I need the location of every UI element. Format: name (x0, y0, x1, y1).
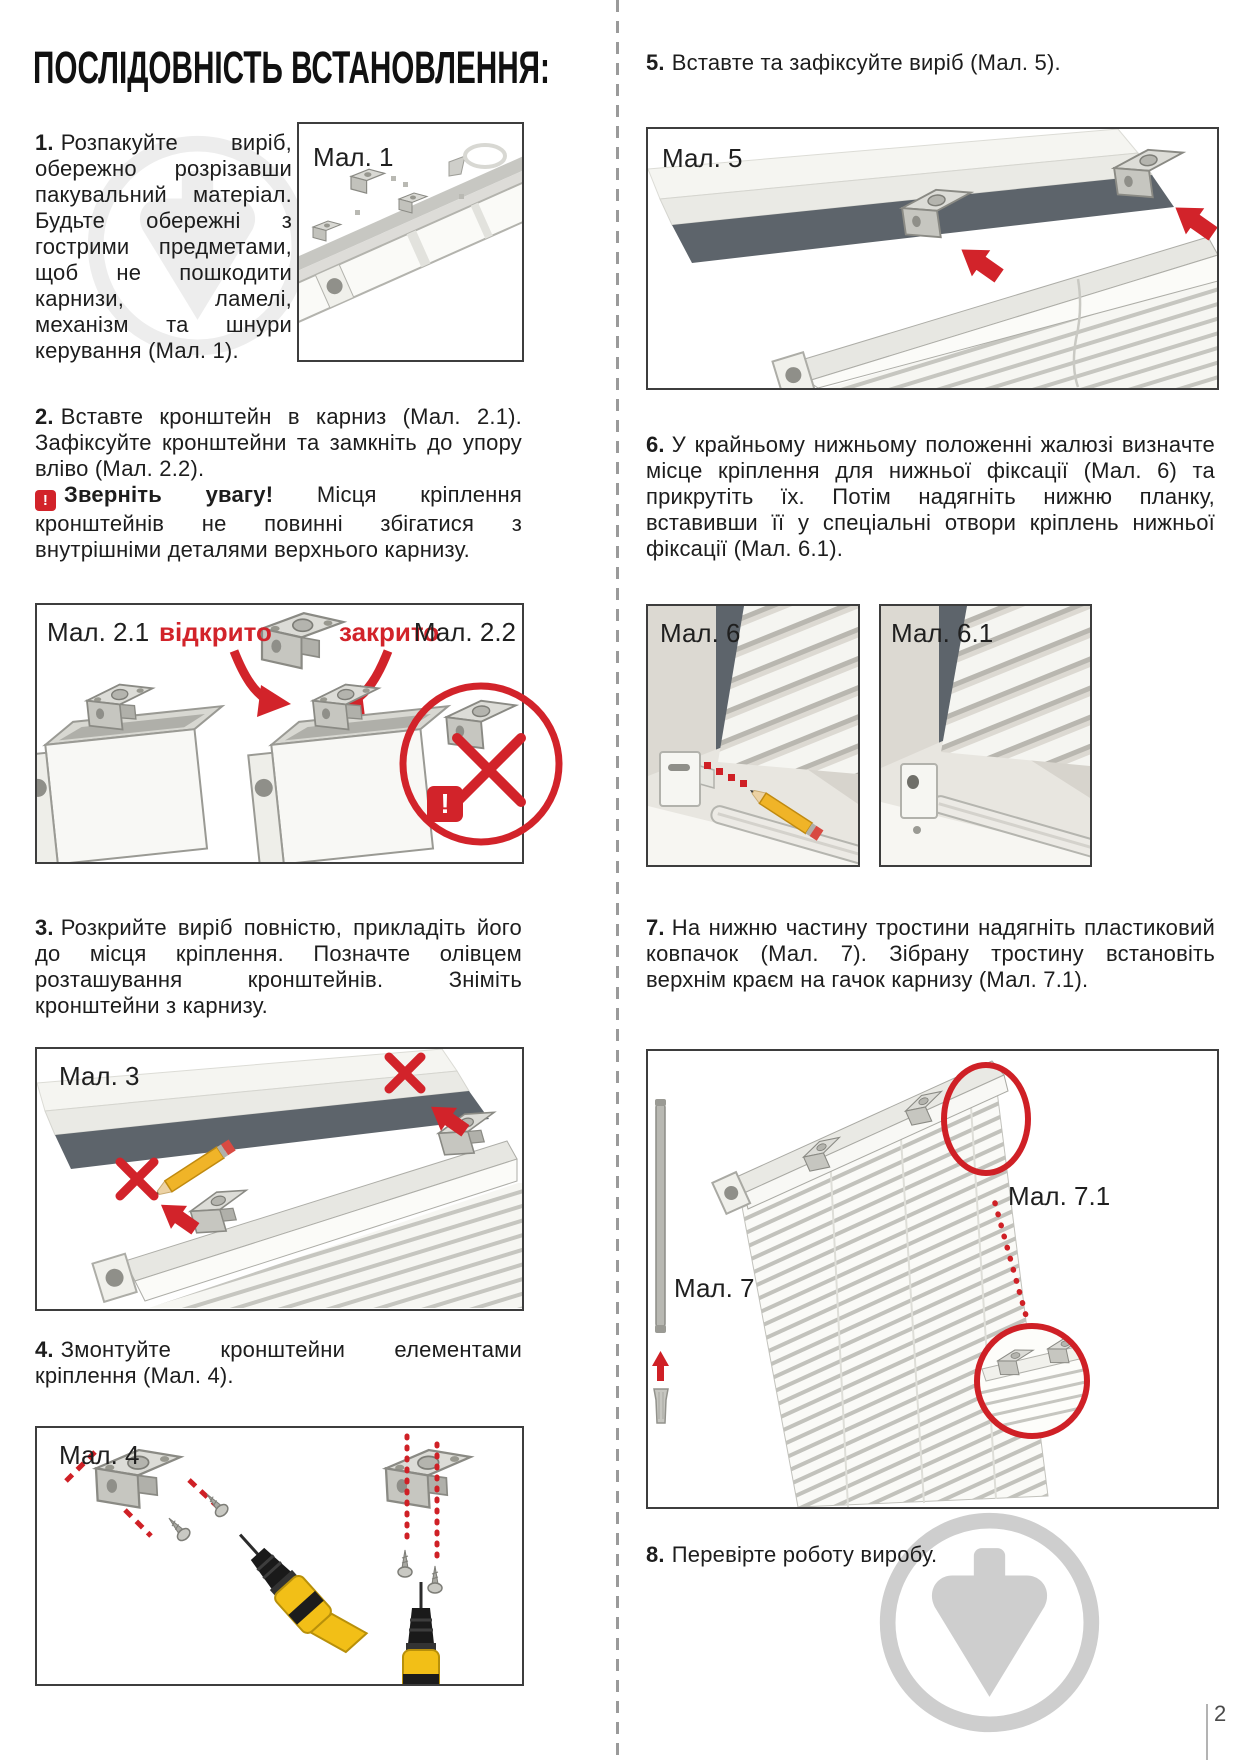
figure-7-1-label: Мал. 7.1 (1008, 1181, 1111, 1211)
page-number-divider (1206, 1704, 1208, 1760)
step-7-number: 7. (646, 915, 665, 940)
figure-1 (297, 122, 524, 362)
red-arrow-icon (652, 1351, 669, 1381)
cord-icon (465, 145, 505, 167)
figure-2-closed-label: закрито (339, 617, 440, 647)
figure-6-1 (879, 604, 1092, 867)
watermark-logo-icon (872, 1505, 1107, 1740)
blind-assembly (712, 1061, 1048, 1507)
drill-icon (403, 1582, 449, 1684)
step-7-text: 7. На нижню частину тростини надягніть пластиковий ковпачок (Мал. 7). Зібрану тростину встановіть верхнім краєм на гачок карнизу (Мал. 7.1). (646, 915, 1215, 992)
figure-5-label: Мал. 5 (662, 143, 743, 173)
step-2-warning: ! Зверніть увагу! Місця кріплення кронштейнів не повинні збігатися з внутрішніми деталями верхнього карнизу. (35, 482, 522, 562)
step-2-block (35, 404, 522, 563)
step-3-number: 3. (35, 915, 54, 940)
figure-3-label: Мал. 3 (59, 1061, 140, 1091)
figure-6-label: Мал. 6 (660, 618, 741, 648)
figure-4-label: Мал. 4 (59, 1440, 140, 1470)
figure-4 (35, 1426, 524, 1686)
step-6-text: 6. У крайньому нижньому положенні жалюзі визначте місце кріплення для нижньої фіксації (Мал. 6) та прикрутіть їх. Потім надягніть нижню планку, вставивши її у спеціальні отвори кріплень нижньої фіксації (Мал. 6.1). (646, 432, 1215, 561)
warning-lead: Зверніть увагу! (64, 482, 274, 507)
step-1-number: 1. (35, 130, 54, 155)
red-arrow-icon (952, 236, 1008, 289)
step-1-text: 1. Розпакуйте виріб, обережно розрізавши пакувальний матеріал. Будьте обережні з гострими предметами, щоб не пошкодити карнизи, ламелі, механізм та шнури керування (Мал. 1). (35, 130, 292, 363)
step-6-number: 6. (646, 432, 665, 457)
figure-3 (35, 1047, 524, 1311)
screw-icon (398, 1550, 412, 1577)
cross-mark-icon (457, 738, 521, 802)
figure-2-wrong-mount-detail (395, 680, 567, 852)
page-number: 2 (1214, 1701, 1227, 1726)
step-2-number: 2. (35, 404, 54, 429)
step-8-text: 8. Перевірте роботу виробу. (646, 1542, 938, 1567)
cross-mark-icon (120, 1162, 154, 1196)
figure-2-label-right: Мал. 2.2 (413, 617, 516, 647)
drill-icon (227, 1516, 367, 1664)
wand-icon (655, 1099, 666, 1333)
figure-6-1-label: Мал. 6.1 (891, 618, 994, 648)
step-5-number: 5. (646, 50, 665, 75)
warning-icon: ! (35, 490, 56, 511)
step-3-text: 3. Розкрийте виріб повністю, прикладіть його до місця кріплення. Позначте олівцем розташування кронштейнів. Зніміть кронштейни з карнизу. (35, 915, 522, 1018)
figure-7 (646, 1049, 1219, 1509)
detail-circle (977, 1326, 1094, 1436)
bracket-icon (262, 613, 343, 668)
step-8-number: 8. (646, 1542, 665, 1567)
figure-2-open-label: відкрито (159, 617, 272, 647)
screw-icon (428, 1566, 442, 1593)
figure-7-label: Мал. 7 (674, 1273, 755, 1303)
bracket-icon (313, 221, 341, 241)
step-2-text: 2. Вставте кронштейн в карниз (Мал. 2.1). Зафіксуйте кронштейни та замкніть до упору вліво (Мал. 2.2). (35, 404, 522, 481)
bracket-icon (385, 1448, 473, 1510)
alert-badge (427, 786, 463, 822)
step-4-text: 4. Змонтуйте кронштейни елементами кріплення (Мал. 4). (35, 1337, 522, 1388)
step-5-text: 5. Вставте та зафіксуйте виріб (Мал. 5). (646, 50, 1061, 75)
cap-icon (449, 156, 465, 176)
step-4-number: 4. (35, 1337, 54, 1362)
screw-icon (164, 1513, 192, 1542)
svg-text:!: ! (440, 788, 450, 819)
red-arrow-icon (1166, 194, 1217, 247)
figure-2-label-left: Мал. 2.1 (47, 617, 150, 647)
cap-icon (654, 1389, 668, 1423)
figure-1-label: Мал. 1 (313, 142, 394, 172)
figure-5 (646, 127, 1219, 390)
page-title: ПОСЛІДОВНІСТЬ ВСТАНОВЛЕННЯ: (33, 42, 550, 93)
figure-6 (646, 604, 860, 867)
cornice-open (37, 674, 237, 862)
cornice-package (299, 151, 522, 328)
column-divider (616, 0, 619, 1760)
